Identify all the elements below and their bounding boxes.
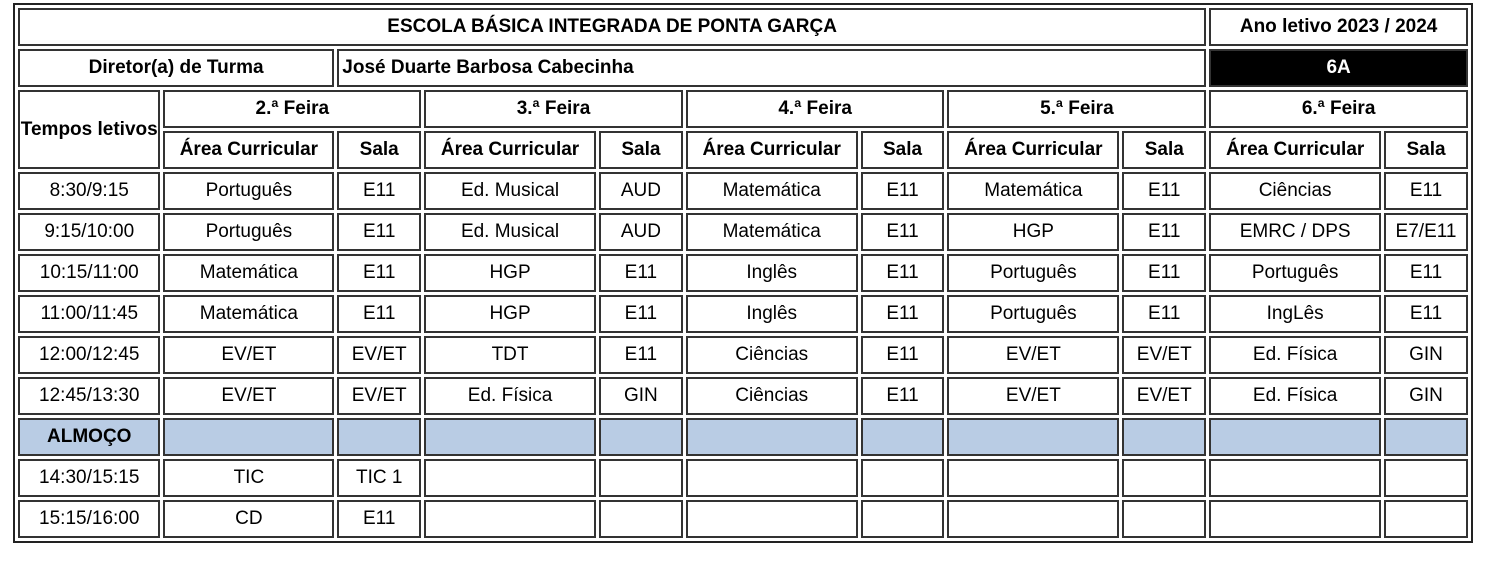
subject-cell [947,459,1119,497]
subject-cell: TIC [163,459,334,497]
time-cell: 11:00/11:45 [18,295,160,333]
subject-cell: Inglês [686,295,858,333]
room-cell: EV/ET [1122,377,1206,415]
room-cell: E7/E11 [1384,213,1468,251]
area-header: Área Curricular [163,131,334,169]
class-schedule-table [13,3,1473,543]
room-cell: E11 [1384,254,1468,292]
room-cell [861,500,945,538]
schedule-row [18,377,1468,415]
subheader-row [18,131,1468,169]
room-cell: TIC 1 [337,459,421,497]
director-row [18,49,1468,87]
day-header: 2.ª Feira [163,90,421,128]
subject-cell: Ed. Musical [424,213,596,251]
schedule-row [18,295,1468,333]
schedule-row [18,459,1468,497]
subject-cell: HGP [424,295,596,333]
subject-cell [947,500,1119,538]
schedule-row [18,336,1468,374]
room-cell: GIN [1384,377,1468,415]
time-column-header: Tempos letivos [18,90,160,169]
room-cell: E11 [1384,172,1468,210]
subject-cell: EV/ET [947,377,1119,415]
subject-cell: Inglês [686,254,858,292]
room-header: Sala [1122,131,1206,169]
lunch-cell [861,418,945,456]
area-header: Área Curricular [1209,131,1381,169]
room-cell: E11 [1122,172,1206,210]
room-cell: E11 [861,213,945,251]
subject-cell: EV/ET [947,336,1119,374]
schedule-row [18,172,1468,210]
subject-cell: Português [947,254,1119,292]
director-name: José Duarte Barbosa Cabecinha [337,49,1206,87]
subject-cell: Ed. Física [1209,336,1381,374]
time-cell: 12:45/13:30 [18,377,160,415]
room-cell: E11 [337,254,421,292]
schedule-container [13,3,1473,543]
subject-cell: Matemática [947,172,1119,210]
room-cell: E11 [861,377,945,415]
area-header: Área Curricular [947,131,1119,169]
lunch-cell [1209,418,1381,456]
lunch-cell [163,418,334,456]
day-header: 3.ª Feira [424,90,683,128]
room-cell: E11 [861,295,945,333]
lunch-section [18,418,1468,456]
room-cell: E11 [337,172,421,210]
lunch-cell [424,418,596,456]
room-cell: E11 [861,336,945,374]
subject-cell: IngLês [1209,295,1381,333]
room-cell: E11 [599,254,683,292]
room-cell: GIN [599,377,683,415]
room-cell: EV/ET [1122,336,1206,374]
room-cell: EV/ET [337,377,421,415]
subject-cell: Ed. Musical [424,172,596,210]
lunch-cell [686,418,858,456]
room-header: Sala [337,131,421,169]
room-cell: E11 [337,213,421,251]
subject-cell: Ciências [686,377,858,415]
time-cell: 10:15/11:00 [18,254,160,292]
subject-cell [1209,459,1381,497]
day-header: 5.ª Feira [947,90,1206,128]
subject-cell: Português [947,295,1119,333]
subject-cell: EV/ET [163,377,334,415]
time-cell: 9:15/10:00 [18,213,160,251]
room-cell: E11 [1122,295,1206,333]
room-cell: E11 [861,172,945,210]
director-label: Diretor(a) de Turma [18,49,334,87]
room-cell [599,459,683,497]
lunch-row [18,418,1468,456]
afternoon-rows [18,459,1468,538]
subject-cell: Português [163,213,334,251]
subject-cell [424,500,596,538]
time-cell: 12:00/12:45 [18,336,160,374]
room-cell [599,500,683,538]
room-cell: E11 [337,295,421,333]
subject-cell: Ciências [686,336,858,374]
area-header: Área Curricular [424,131,596,169]
school-name: ESCOLA BÁSICA INTEGRADA DE PONTA GARÇA [18,8,1206,46]
room-cell: E11 [599,295,683,333]
subject-cell: Ed. Física [1209,377,1381,415]
room-cell: E11 [1122,213,1206,251]
room-cell [1384,459,1468,497]
lunch-label: ALMOÇO [18,418,160,456]
subject-cell: TDT [424,336,596,374]
room-header: Sala [599,131,683,169]
subject-cell [686,500,858,538]
subject-cell: Matemática [686,213,858,251]
lunch-cell [1384,418,1468,456]
room-cell: E11 [337,500,421,538]
subject-cell: EV/ET [163,336,334,374]
subject-cell: Matemática [163,295,334,333]
room-cell: GIN [1384,336,1468,374]
subject-cell: Ciências [1209,172,1381,210]
room-cell: E11 [861,254,945,292]
schedule-row [18,500,1468,538]
title-row [18,8,1468,46]
room-cell: E11 [1384,295,1468,333]
subject-cell: EMRC / DPS [1209,213,1381,251]
time-cell: 8:30/9:15 [18,172,160,210]
room-cell [1122,459,1206,497]
room-cell: AUD [599,172,683,210]
day-header: 4.ª Feira [686,90,945,128]
schedule-row [18,254,1468,292]
time-cell: 14:30/15:15 [18,459,160,497]
subject-cell [424,459,596,497]
room-cell [1122,500,1206,538]
time-cell: 15:15/16:00 [18,500,160,538]
area-header: Área Curricular [686,131,858,169]
schedule-row [18,213,1468,251]
lunch-cell [337,418,421,456]
lunch-cell [947,418,1119,456]
subject-cell: Ed. Física [424,377,596,415]
subject-cell: HGP [424,254,596,292]
subject-cell [686,459,858,497]
subject-cell: Português [163,172,334,210]
day-header-row [18,90,1468,128]
lunch-cell [1122,418,1206,456]
lunch-cell [599,418,683,456]
subject-cell: Matemática [686,172,858,210]
subject-cell: CD [163,500,334,538]
subject-cell: HGP [947,213,1119,251]
subject-cell: Matemática [163,254,334,292]
subject-cell: Português [1209,254,1381,292]
room-header: Sala [1384,131,1468,169]
class-badge: 6A [1209,49,1468,87]
room-cell: AUD [599,213,683,251]
room-cell: E11 [1122,254,1206,292]
room-cell [861,459,945,497]
subject-cell [1209,500,1381,538]
morning-rows [18,172,1468,415]
room-cell: E11 [599,336,683,374]
school-year: Ano letivo 2023 / 2024 [1209,8,1468,46]
room-header: Sala [861,131,945,169]
day-header: 6.ª Feira [1209,90,1468,128]
room-cell [1384,500,1468,538]
room-cell: EV/ET [337,336,421,374]
